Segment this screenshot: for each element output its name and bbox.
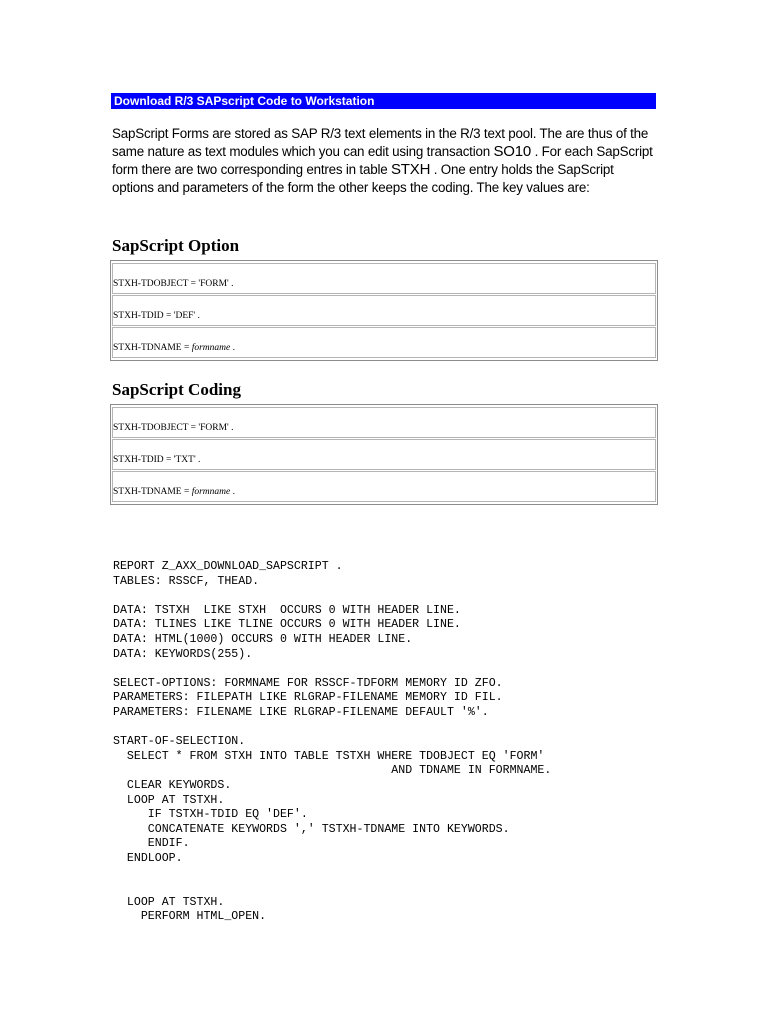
table-name: STXH [391, 161, 431, 178]
coding-row [112, 407, 656, 438]
option-row [112, 295, 656, 326]
coding-row [112, 439, 656, 470]
option-row [112, 263, 656, 294]
coding-heading: SapScript Coding [112, 380, 241, 399]
intro-text-1: SapScript Forms are stored as SAP R/3 text elements in the R/3 text pool. The are thus of the same nature as text modules which you can edit using transaction [112, 126, 649, 159]
option-key-table [110, 260, 658, 361]
coding-row-text: STXH-TDID = 'TXT' . [113, 455, 201, 465]
option-row-text: STXH-TDID = 'DEF' . [113, 311, 200, 321]
intro-text-3: . One entry holds the SapScript options and parameters of the form the other keeps the coding. The key values are: [112, 162, 614, 195]
option-row-text: STXH-TDOBJECT = 'FORM' . [113, 279, 234, 289]
coding-key-table [110, 404, 658, 505]
coding-row [112, 471, 656, 502]
coding-row-text: STXH-TDNAME = formname . [113, 487, 235, 497]
intro-paragraph [112, 125, 657, 197]
intro-text-2: . For each SapScript form there are two corresponding entres in table [112, 144, 653, 177]
page-title: Download R/3 SAPscript Code to Workstation [111, 93, 656, 109]
option-heading: SapScript Option [112, 236, 240, 255]
coding-row-text: STXH-TDOBJECT = 'FORM' . [113, 423, 234, 433]
option-row [112, 327, 656, 358]
option-row-text: STXH-TDNAME = formname . [113, 343, 235, 353]
transaction-code: SO10 [493, 143, 532, 160]
abap-code-listing: REPORT Z_AXX_DOWNLOAD_SAPSCRIPT . TABLES: RSSCF, THEAD. DATA: TSTXH LIKE STXH OCCURS 0 WITH HEADER LINE. DATA: TLINES LIKE TLINE OCCURS 0 WITH HEADER LINE. DATA: HTML(1000) OCCURS 0 WITH HEADER LINE. DATA: KEYWORDS(255). SELECT-OPTIONS: FORMNAME FOR RSSCF-TDFORM MEMORY ID ZFO. PARAMETERS: FILEPATH LIKE RLGRAP-FILENAME MEMORY ID FIL. PARAMETERS: FILENAME LIKE RLGRAP-FILENAME DEFAULT '%'. START-OF-SELECTION. SELECT * FROM STXH INTO TABLE TSTXH WHERE TDOBJECT EQ 'FORM' AND TDNAME IN FORMNAME. CLEAR KEYWORDS. LOOP AT TSTXH. IF TSTXH-TDID EQ 'DEF'. CONCATENATE KEYWORDS ',' TSTXH-TDNAME INTO KEYWORDS. ENDIF. ENDLOOP. LOOP AT TSTXH. PERFORM HTML_OPEN. [113, 560, 552, 924]
